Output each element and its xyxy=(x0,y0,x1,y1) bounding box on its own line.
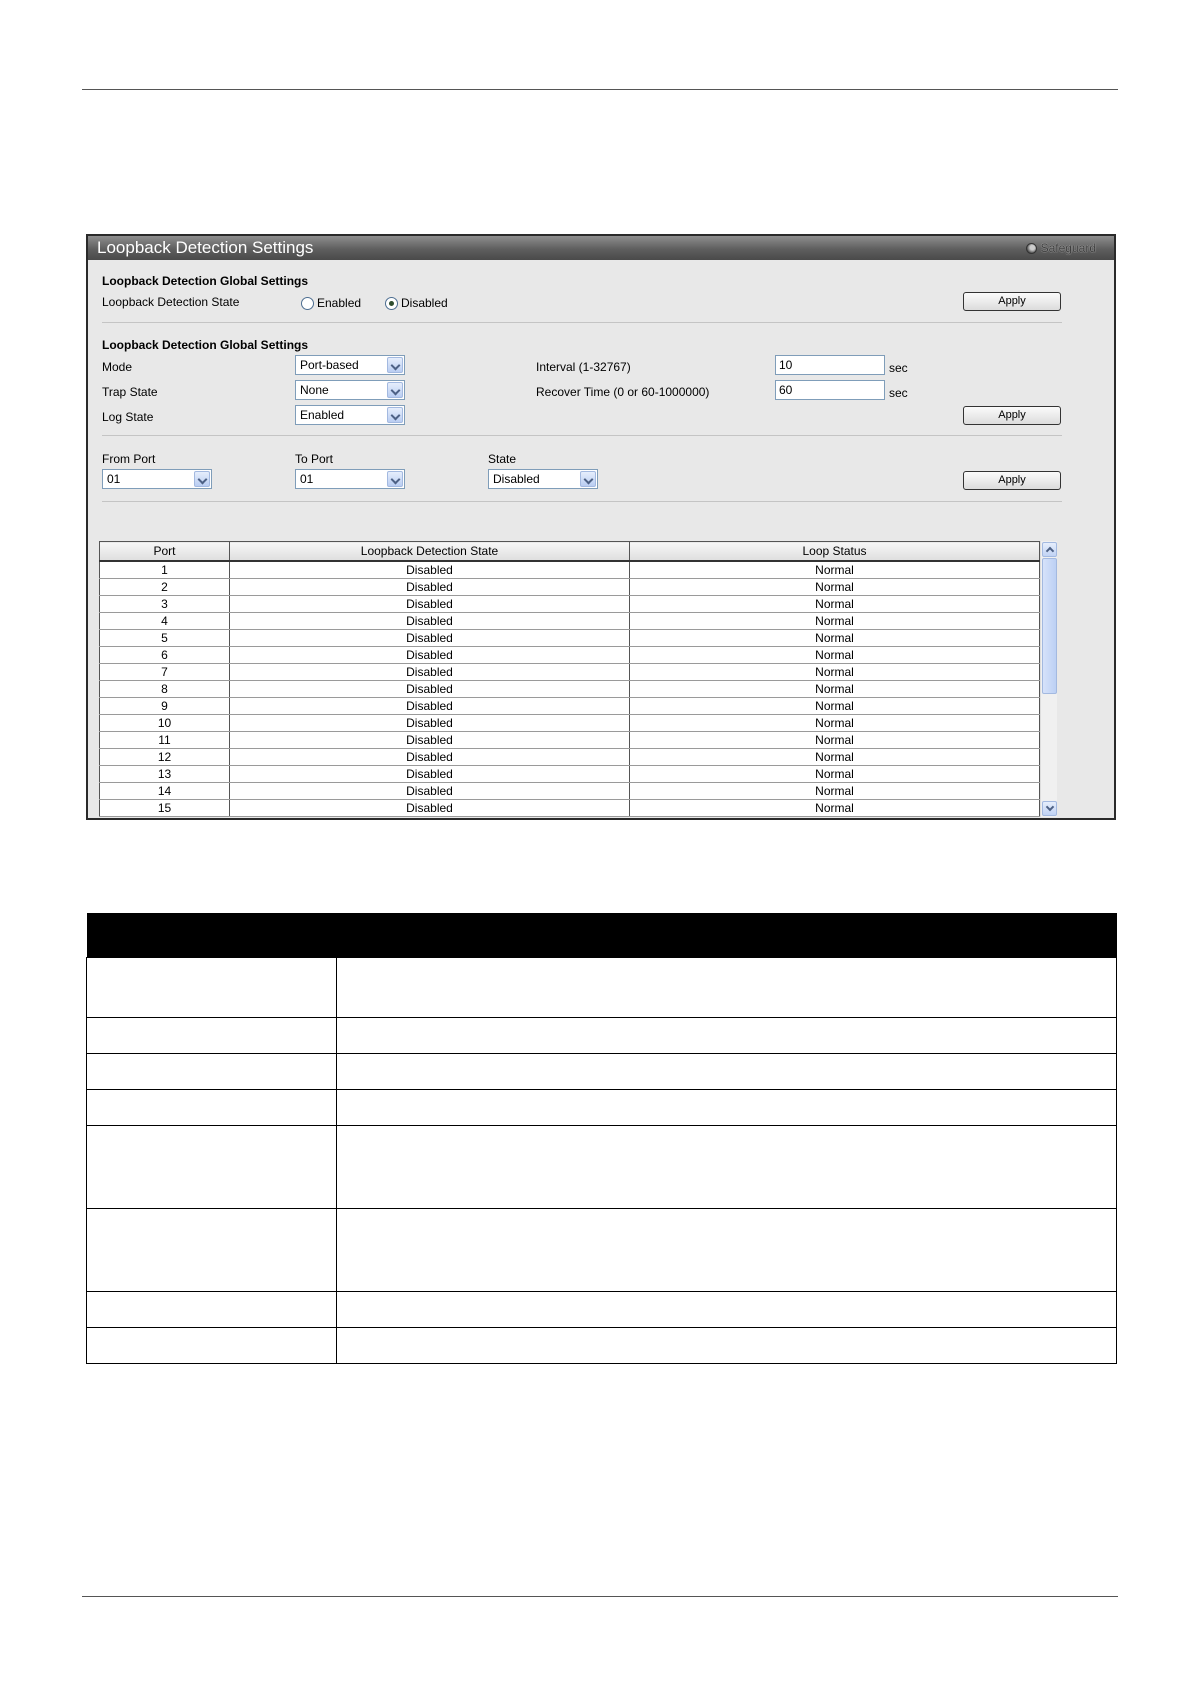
loopback-state-cell: Disabled xyxy=(230,561,630,579)
state-select[interactable] xyxy=(488,469,598,489)
loop-status-cell: Normal xyxy=(630,680,1040,697)
from-port-select-value: 01 xyxy=(107,472,121,486)
loop-status-cell: Normal xyxy=(630,782,1040,799)
safeguard-indicator xyxy=(1026,240,1096,256)
scroll-up-icon[interactable] xyxy=(1042,542,1057,557)
to-port-label: To Port xyxy=(295,452,334,466)
loop-status-cell: Normal xyxy=(630,578,1040,595)
port-cell: 4 xyxy=(100,612,230,629)
loopback-state-cell: Disabled xyxy=(230,765,630,782)
global-apply-button[interactable]: Apply xyxy=(963,292,1061,311)
port-cell: 2 xyxy=(100,578,230,595)
log-state-select-value: Enabled xyxy=(300,408,345,422)
port-cell: 15 xyxy=(100,799,230,816)
table-row xyxy=(100,697,1040,714)
loop-status-cell: Normal xyxy=(630,561,1040,579)
to-port-select-value: 01 xyxy=(300,472,314,486)
loop-status-cell: Normal xyxy=(630,714,1040,731)
table-cell xyxy=(337,957,1117,1017)
table-row xyxy=(100,578,1040,595)
loop-status-cell: Normal xyxy=(630,765,1040,782)
port-cell: 8 xyxy=(100,680,230,697)
parameter-description-table xyxy=(86,913,1117,1364)
recover-time-unit: sec xyxy=(889,386,908,400)
port-cell: 6 xyxy=(100,646,230,663)
loop-status-cell: Normal xyxy=(630,731,1040,748)
log-state-select[interactable] xyxy=(295,405,405,425)
radio-disabled-circle[interactable] xyxy=(385,297,398,310)
safeguard-label: Safeguard xyxy=(1040,241,1096,255)
loopback-state-cell: Disabled xyxy=(230,799,630,816)
table-row xyxy=(100,629,1040,646)
loopback-state-label: Loopback Detection State xyxy=(102,295,240,309)
table-cell xyxy=(87,1017,337,1053)
loopback-state-cell: Disabled xyxy=(230,578,630,595)
global-settings-heading: Loopback Detection Global Settings xyxy=(102,274,309,288)
table-row xyxy=(100,748,1040,765)
table-row xyxy=(100,765,1040,782)
state-label: State xyxy=(488,452,517,466)
settings-heading: Loopback Detection Global Settings xyxy=(102,338,309,352)
table-cell xyxy=(337,1327,1117,1363)
port-cell: 13 xyxy=(100,765,230,782)
settings-apply-button[interactable]: Apply xyxy=(963,406,1061,425)
trap-state-select-value: None xyxy=(300,383,329,397)
radio-enabled-circle[interactable] xyxy=(301,297,314,310)
to-port-select[interactable] xyxy=(295,469,405,489)
from-port-select[interactable] xyxy=(102,469,212,489)
table-row xyxy=(100,782,1040,799)
recover-time-label: Recover Time (0 or 60-1000000) xyxy=(536,385,710,399)
separator xyxy=(102,322,1062,323)
table-cell xyxy=(337,1089,1117,1125)
separator xyxy=(102,501,1062,502)
table-cell xyxy=(87,1327,337,1363)
table-cell xyxy=(337,1291,1117,1327)
recover-time-input[interactable] xyxy=(775,380,885,400)
loopback-state-cell: Disabled xyxy=(230,731,630,748)
loop-status-cell: Normal xyxy=(630,595,1040,612)
table-cell xyxy=(87,1208,337,1291)
port-cell: 10 xyxy=(100,714,230,731)
port-cell: 5 xyxy=(100,629,230,646)
table-cell xyxy=(337,1125,1117,1208)
loopback-state-cell: Disabled xyxy=(230,782,630,799)
radio-disabled-label: Disabled xyxy=(401,296,448,310)
chevron-down-icon[interactable] xyxy=(387,382,403,398)
from-port-label: From Port xyxy=(102,452,156,466)
loopback-state-cell: Disabled xyxy=(230,714,630,731)
window-title-bar xyxy=(88,236,1114,260)
port-cell: 7 xyxy=(100,663,230,680)
loopback-state-cell: Disabled xyxy=(230,697,630,714)
log-state-label: Log State xyxy=(102,410,154,424)
scrollbar-thumb[interactable] xyxy=(1042,558,1057,694)
chevron-down-icon[interactable] xyxy=(580,471,596,487)
table-row xyxy=(100,646,1040,663)
footer-rule xyxy=(82,1596,1118,1597)
table-cell xyxy=(87,1125,337,1208)
state-select-value: Disabled xyxy=(493,472,540,486)
trap-state-select[interactable] xyxy=(295,380,405,400)
port-cell: 1 xyxy=(100,561,230,579)
table-scrollbar[interactable] xyxy=(1040,541,1057,817)
loop-status-cell: Normal xyxy=(630,629,1040,646)
header-rule xyxy=(82,89,1118,90)
port-cell: 9 xyxy=(100,697,230,714)
loop-status-cell: Normal xyxy=(630,748,1040,765)
chevron-down-icon[interactable] xyxy=(194,471,210,487)
loopback-detection-window xyxy=(86,234,1116,820)
table-cell xyxy=(87,1291,337,1327)
chevron-down-icon[interactable] xyxy=(387,407,403,423)
mode-label: Mode xyxy=(102,360,133,374)
loopback-state-cell: Disabled xyxy=(230,629,630,646)
loopback-state-cell: Disabled xyxy=(230,663,630,680)
scroll-down-icon[interactable] xyxy=(1042,801,1057,816)
column-header-loopback-state: Loopback Detection State xyxy=(230,542,630,561)
loop-status-cell: Normal xyxy=(630,646,1040,663)
port-cell: 14 xyxy=(100,782,230,799)
loop-status-cell: Normal xyxy=(630,612,1040,629)
table-cell xyxy=(87,1089,337,1125)
interval-input[interactable] xyxy=(775,355,885,375)
trap-state-label: Trap State xyxy=(102,385,158,399)
safeguard-icon xyxy=(1026,243,1037,254)
radio-enabled[interactable] xyxy=(301,296,361,310)
window-body xyxy=(88,260,1114,818)
radio-enabled-label: Enabled xyxy=(317,296,362,310)
table-row xyxy=(100,680,1040,697)
column-header-loop-status: Loop Status xyxy=(630,542,1040,561)
table-row xyxy=(100,731,1040,748)
loopback-state-cell: Disabled xyxy=(230,646,630,663)
loopback-state-cell: Disabled xyxy=(230,748,630,765)
loop-status-cell: Normal xyxy=(630,697,1040,714)
interval-unit: sec xyxy=(889,361,908,375)
loop-status-cell: Normal xyxy=(630,663,1040,680)
chevron-down-icon[interactable] xyxy=(387,471,403,487)
port-status-table xyxy=(99,541,1040,817)
port-cell: 3 xyxy=(100,595,230,612)
mode-select-value: Port-based xyxy=(300,358,359,372)
port-cell: 11 xyxy=(100,731,230,748)
loopback-state-cell: Disabled xyxy=(230,612,630,629)
loop-status-cell: Normal xyxy=(630,799,1040,816)
table-cell xyxy=(87,1053,337,1089)
table-row xyxy=(100,714,1040,731)
window-title: Loopback Detection Settings xyxy=(97,238,314,257)
separator xyxy=(102,435,1062,436)
mode-select[interactable] xyxy=(295,355,405,375)
table-cell xyxy=(87,957,337,1017)
table-row xyxy=(100,561,1040,579)
port-cell: 12 xyxy=(100,748,230,765)
column-header-port: Port xyxy=(100,542,230,561)
radio-disabled[interactable] xyxy=(385,296,448,310)
port-apply-button[interactable]: Apply xyxy=(963,471,1061,490)
table-row xyxy=(100,595,1040,612)
table-cell xyxy=(337,1208,1117,1291)
table-cell xyxy=(337,1017,1117,1053)
loopback-state-cell: Disabled xyxy=(230,595,630,612)
table-row xyxy=(100,663,1040,680)
loopback-state-cell: Disabled xyxy=(230,680,630,697)
table-cell xyxy=(337,1053,1117,1089)
table-row xyxy=(100,799,1040,816)
chevron-down-icon[interactable] xyxy=(387,357,403,373)
table-row xyxy=(100,612,1040,629)
description-table-header xyxy=(87,913,1117,957)
interval-label: Interval (1-32767) xyxy=(536,360,631,374)
